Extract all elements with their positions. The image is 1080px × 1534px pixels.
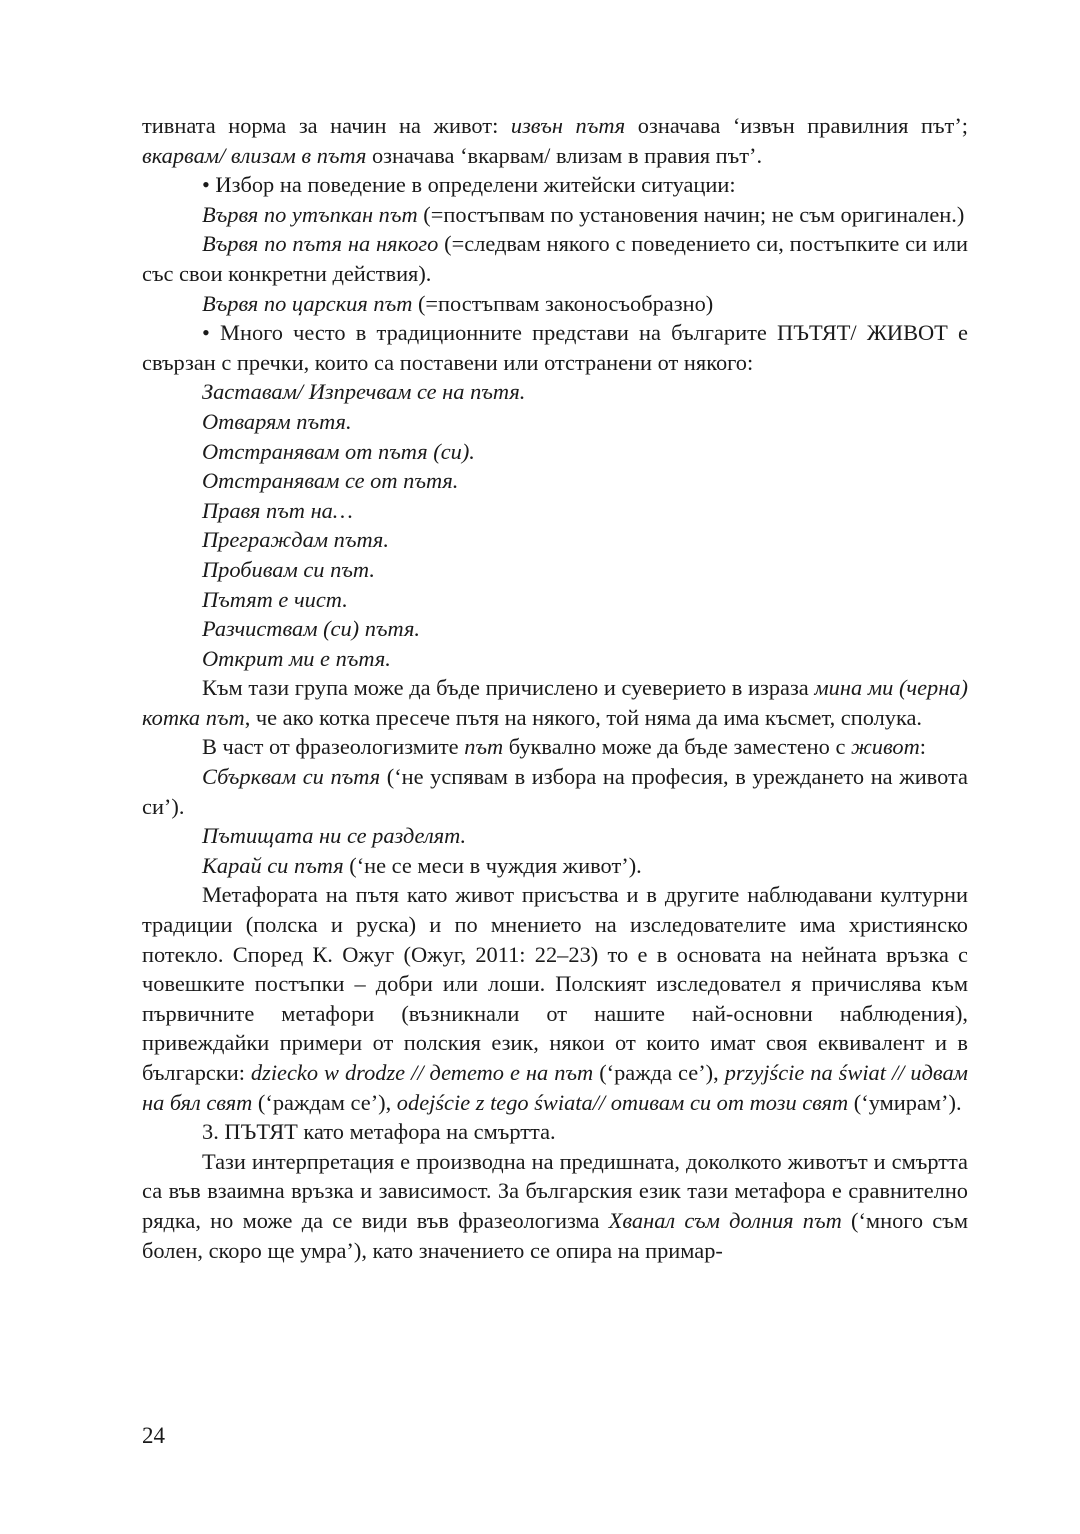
example-phrase: Карай си пътя [202,852,344,878]
page-body [142,111,968,1265]
paragraph-continuation: тивната норма за начин на живот: извън пътя означава ‘извън правилния път’; вкарвам/ влизам в пътя означава ‘вкарвам/ влизам в правия път’. [142,113,969,168]
example-entry: Вървя по царския път (=постъпвам законосъобразно) [202,290,714,316]
example-phrase: dziecko w drodze // детето е на път [250,1060,594,1085]
phrase-list [142,377,968,673]
phrase-list-item: Заставам/ Изпречвам се на пътя. [202,379,526,405]
phrase-list-item: Разчиствам (си) пътя. [202,616,421,642]
example-phrase: Хванал съм долния път [608,1207,842,1233]
phrase-list-item: Пробивам си път. [202,556,375,582]
example-phrase: живот [850,734,920,760]
example-phrase: odejście z tego świata// отивам си от този свят [396,1089,849,1115]
example-entry: Сбърквам си пътя (‘не успявам в избора на професия, в уреждането на живота си’). [142,764,968,819]
phrase-list-item: Пътят е чист. [202,586,348,612]
phrase-list-item: Отстранявам се от пътя. [202,468,459,494]
section-heading: 3. ПЪТЯТ като метафора на смъртта. [202,1119,556,1145]
bullet-item: • Много често в традиционните представи на българите ПЪТЯТ/ ЖИВОТ е свързан с пречки, които са поставени или отстранени от някого: [142,320,968,375]
example-entry: Вървя по пътя на някого (=следвам някого с поведението си, постъпките си или със свои конкретни действия). [142,231,969,286]
paragraph: Към тази група може да бъде причислено и суеверието в израза мина ми (черна) котка път, че ако котка пресече пътя на някого, той няма да има късмет, сполука. [142,675,968,730]
example-entry: Вървя по утъпкан път (=постъпвам по установения начин; не съм оригинален.) [202,201,965,227]
paragraph: В част от фразеологизмите път буквално може да бъде заместено с живот: [202,734,927,760]
example-phrase: мина ми (черна) котка път [142,675,968,730]
example-entry [142,821,968,851]
phrase-list-item: Отварям пътя. [202,408,352,434]
page-number: 24 [142,1423,165,1448]
example-phrase: Вървя по царския път [202,290,413,316]
bullet-item: • Избор на поведение в определени житейски ситуации: [202,172,736,198]
example-phrase: Пътищата ни се разделят. [202,823,467,849]
example-entry: Карай си пътя (‘не се меси в чуждия живот’). [202,852,642,878]
example-phrase: Сбърквам си пътя [202,764,381,790]
example-phrase: път [464,734,504,760]
phrase-list-item: Открит ми е пътя. [202,645,391,671]
phrase-list-item: Преграждам пътя. [202,527,389,553]
example-phrase: przyjście na świat // идвам на бял свят [142,1060,968,1115]
paragraph: Тази интерпретация е производна на предишната, доколкото животът и смъртта са във взаимна връзка и зависимост. За българския език тази метафора е сравнително рядка, но може да се види във фразеологизма Хванал съм долния път (‘много съм болен, скоро ще умра’), като значението се опира на примар- [142,1148,968,1263]
example-phrase: Вървя по утъпкан път [202,201,418,227]
phrase-list-item: Отстранявам от пътя (си). [202,438,475,464]
phrase-list-item: Правя път на… [202,497,353,523]
example-phrase: вкарвам/ влизам в пътя [142,142,367,168]
paragraph: Метафората на пътя като живот присъства и в другите наблюдавани културни традиции (полска и руска) и по мнението на изследователите има християнско потекло. Според К. Ожуг (Ожуг, 2011: 22–23) то е в основата на нейната връзка с човешките постъпки – добри или лоши. Полският изследовател я причислява към първичните метафори (възникнали от нашите най-основни наблюдения), привеждайки примери от полския език, някои от които имат своя еквивалент и в български: dziecko w drodze // детето е на път (‘ражда се’), przyjście na świat // идвам на бял свят (‘раждам се’), odejście z tego świata// отивам си от този свят (‘умирам’). [142,882,968,1115]
example-phrase: извън пътя [510,113,626,138]
example-phrase: Вървя по пътя на някого [202,231,439,257]
